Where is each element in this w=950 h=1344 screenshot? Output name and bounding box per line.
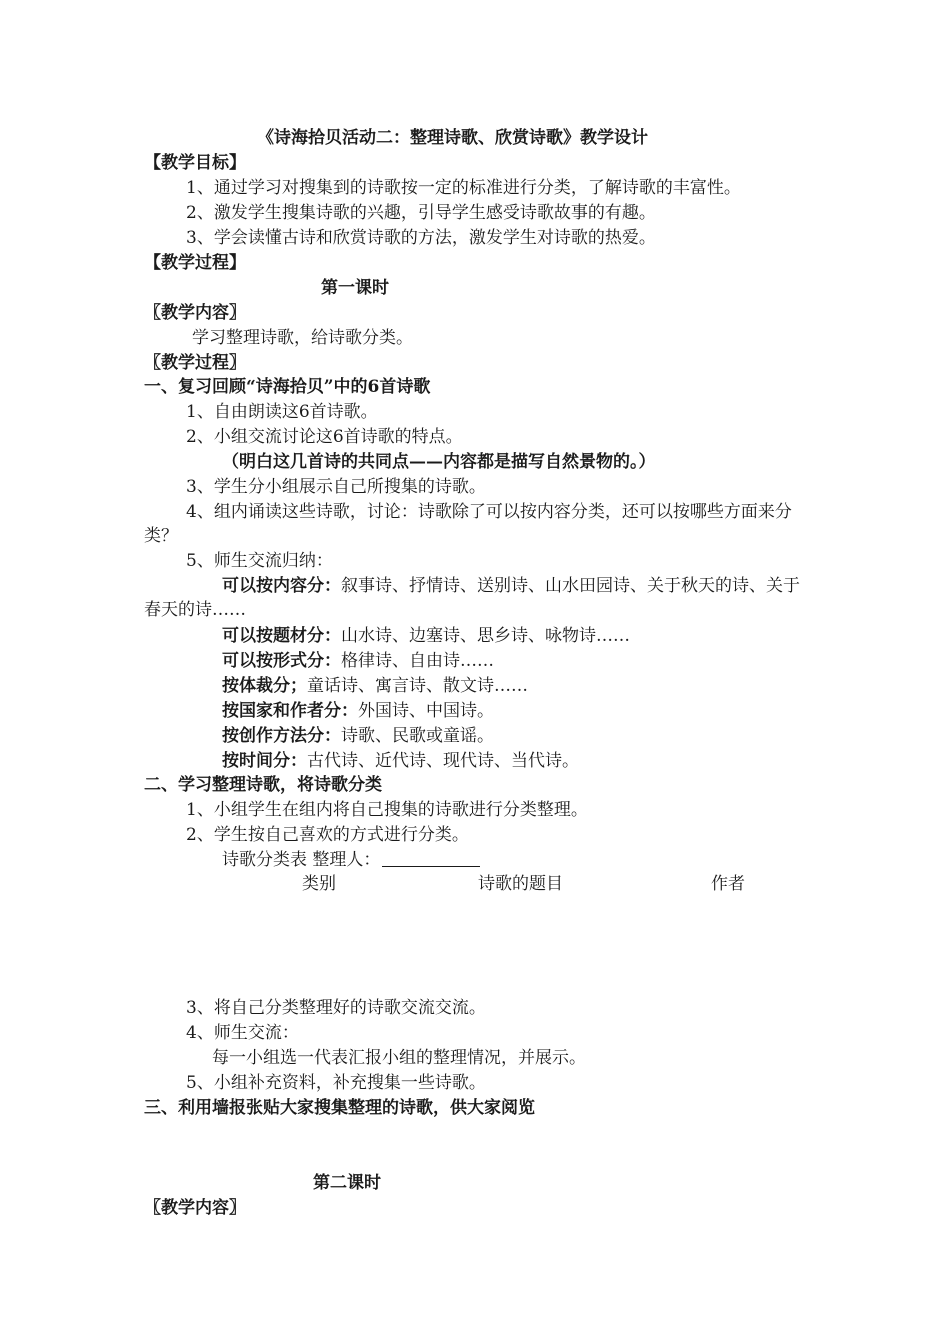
goal-item: 1、通过学习对搜集到的诗歌按一定的标准进行分类，了解诗歌的丰富性。: [186, 178, 741, 198]
section2-step: 5、小组补充资料，补充搜集一些诗歌。: [186, 1073, 486, 1093]
section2-step: 2、学生按自己喜欢的方式进行分类。: [186, 825, 469, 845]
lesson1-title: 第一课时: [321, 278, 389, 298]
category-line: 可以按形式分：格律诗、自由诗……: [222, 651, 494, 671]
goal-item: 3、学会读懂古诗和欣赏诗歌的方法，激发学生对诗歌的热爱。: [186, 228, 656, 248]
table-label: 诗歌分类表 整理人：: [222, 848, 480, 872]
section1-step: 4、组内诵读这些诗歌，讨论：诗歌除了可以按内容分类，还可以按哪些方面来分类？: [144, 502, 792, 546]
document-title: 《诗海拾贝活动二：整理诗歌、欣赏诗歌》教学设计: [257, 128, 648, 148]
section1-step: 1、自由朗读这6首诗歌。: [186, 402, 378, 422]
section1-step: 2、小组交流讨论这6首诗歌的特点。: [186, 427, 463, 447]
section1-step: 3、学生分小组展示自己所搜集的诗歌。: [186, 477, 486, 497]
category-line: 可以按内容分：叙事诗、抒情诗、送别诗、山水田园诗、关于秋天的诗、关于春天的诗……: [144, 576, 800, 620]
section3-heading: 三、利用墙报张贴大家搜集整理的诗歌，供大家阅览: [144, 1098, 535, 1118]
category-line: 按创作方法分：诗歌、民歌或童谣。: [222, 726, 494, 746]
section2-step: 4、师生交流：: [186, 1023, 299, 1043]
lesson1-process-heading: 〖教学过程〗: [144, 353, 246, 373]
category-line: 按时间分：古代诗、近代诗、现代诗、当代诗。: [222, 751, 579, 771]
section2-step: 3、将自己分类整理好的诗歌交流交流。: [186, 998, 486, 1018]
section1-step: 5、师生交流归纳：: [186, 551, 333, 571]
section2-step-detail: 每一小组选一代表汇报小组的整理情况，并展示。: [212, 1048, 586, 1068]
table-header-author: 作者: [711, 874, 745, 894]
organizer-blank: [382, 850, 480, 867]
section1-heading: 一、复习回顾“诗海拾贝”中的6首诗歌: [144, 377, 431, 397]
lesson2-content-heading: 〖教学内容〗: [144, 1198, 246, 1218]
lesson2-title: 第二课时: [313, 1173, 381, 1193]
lesson1-content-heading: 〖教学内容〗: [144, 303, 246, 323]
goals-heading: 【教学目标】: [144, 153, 246, 173]
category-line: 可以按题材分：山水诗、边塞诗、思乡诗、咏物诗……: [222, 626, 630, 646]
goal-item: 2、激发学生搜集诗歌的兴趣，引导学生感受诗歌故事的有趣。: [186, 203, 656, 223]
section2-step: 1、小组学生在组内将自己搜集的诗歌进行分类整理。: [186, 800, 588, 820]
category-line: 按国家和作者分：外国诗、中国诗。: [222, 701, 494, 721]
table-header-category: 类别: [302, 874, 336, 894]
section1-note: （明白这几首诗的共同点——内容都是描写自然景物的。）: [222, 452, 656, 472]
section2-heading: 二、学习整理诗歌，将诗歌分类: [144, 775, 382, 795]
table-header-poem-title: 诗歌的题目: [478, 874, 563, 894]
lesson1-content: 学习整理诗歌，给诗歌分类。: [192, 328, 413, 348]
category-line: 按体裁分；童话诗、寓言诗、散文诗……: [222, 676, 528, 696]
process-heading: 【教学过程】: [144, 253, 246, 273]
